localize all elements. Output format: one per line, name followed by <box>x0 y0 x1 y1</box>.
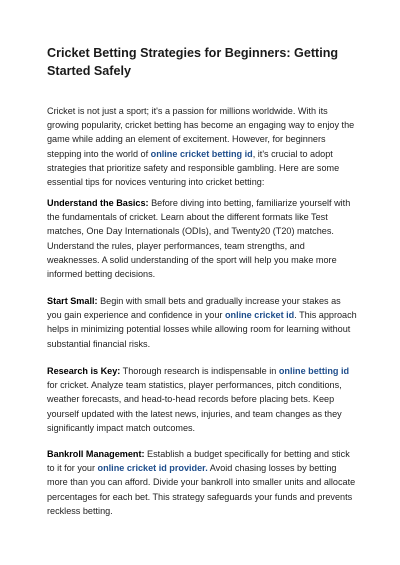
intro-link[interactable]: online cricket betting id <box>150 148 253 159</box>
section-heading: Start Small: <box>47 296 98 306</box>
section-link[interactable]: online cricket id provider. <box>97 463 208 474</box>
section-text-before: Begin with small bets and gradually increase your stakes as you gain experience and confidence in your <box>47 296 341 321</box>
section-start-small <box>47 294 357 351</box>
section-understand-basics <box>47 196 357 281</box>
section-text-after: Avoid chasing losses by betting more than you can afford. Divide your bankroll into smaller units and allocate percentages for each bet. This strategy safeguards your funds and prevents reckless betting. <box>47 463 356 516</box>
section-heading: Research is Key: <box>47 366 121 376</box>
section-text-after: . This approach helps in minimizing potential losses while allowing room for learning without substantial financial risks. <box>47 310 357 349</box>
section-text-before: Establish a budget specifically for betting and stick to it for your <box>47 449 350 474</box>
section-research-is-key <box>47 364 357 435</box>
section-paragraph <box>47 447 357 518</box>
document-page <box>47 44 357 189</box>
section-text: Before diving into betting, familiarize yourself with the fundamentals of cricket. Learn about the different formats like Test matches, One Day Internationals (ODIs), and Twenty20 (T20) matches. Understand the rules, player performances, team strengths, and weaknesses. A solid understanding of the sport will help you make more informed betting decisions. <box>47 198 351 280</box>
document-title: Cricket Betting Strategies for Beginners: Getting Started Safely <box>47 46 339 78</box>
intro-paragraph <box>47 104 357 189</box>
section-paragraph <box>47 294 357 351</box>
section-paragraph <box>47 196 357 281</box>
section-text-before: Thorough research is indispensable in <box>120 366 279 376</box>
intro-text-before: Cricket is not just a sport; it's a passion for millions worldwide. With its growing popularity, cricket betting has become an engaging way to enjoy the game while adding an element of excitement. However, for beginners stepping into the world of <box>47 106 355 159</box>
section-paragraph <box>47 364 357 435</box>
section-heading: Bankroll Management: <box>47 449 145 459</box>
intro-text-after: , it's crucial to adopt strategies that prioritize safety and responsible gambling. Here are some essential tips for novices venturing into cricket betting: <box>47 148 340 188</box>
section-bankroll-management <box>47 447 357 518</box>
section-link[interactable]: online betting id <box>278 366 350 376</box>
section-heading: Understand the Basics: <box>47 198 149 208</box>
section-text-after: for cricket. Analyze team statistics, player performances, pitch conditions, weather forecasts, and head-to-head records before placing bets. Keep yourself updated with the latest news, injuries, and team changes as they significantly impact match outcomes. <box>47 380 342 433</box>
section-link[interactable]: online cricket id <box>224 310 295 321</box>
